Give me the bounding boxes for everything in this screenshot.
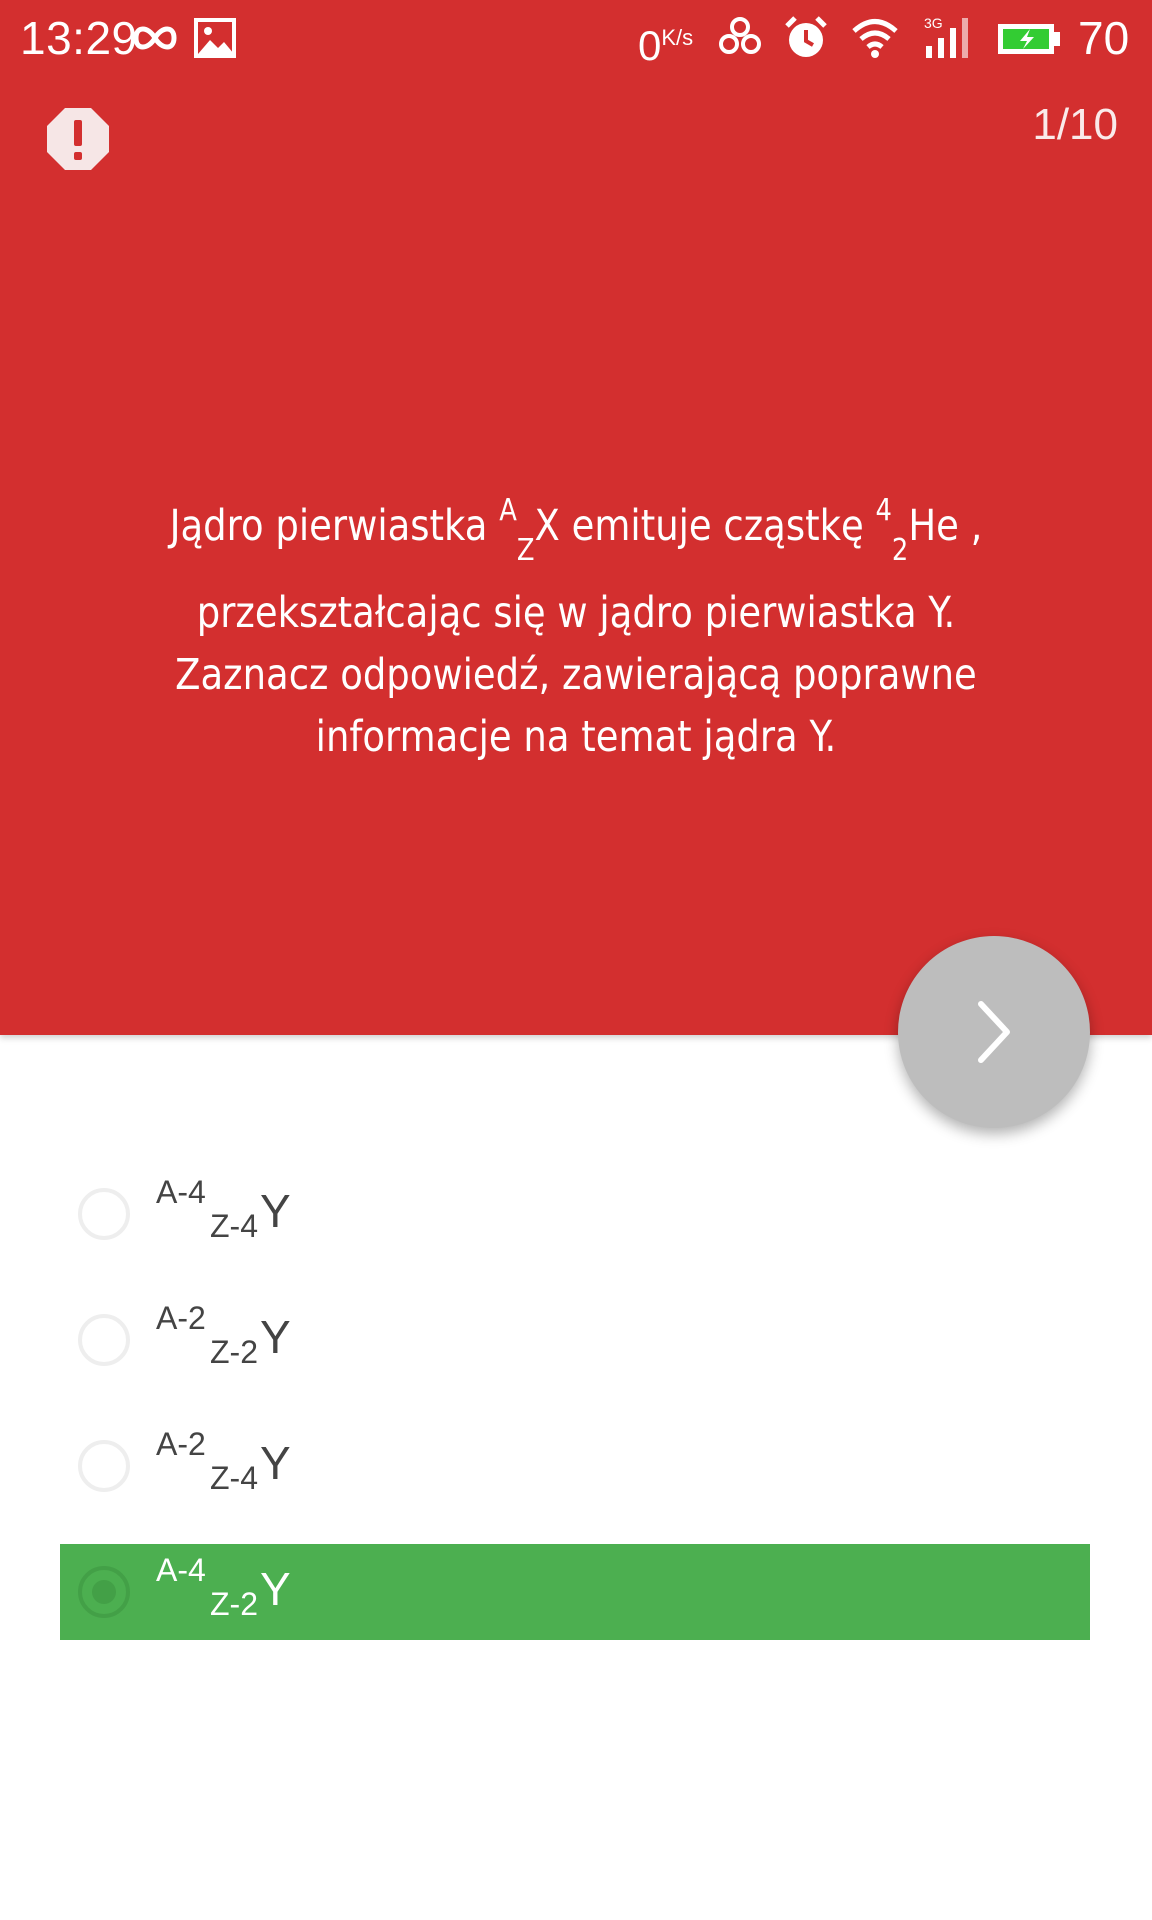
clover-icon xyxy=(716,14,764,62)
answer-option-4[interactable]: A-4 Z-2 Y xyxy=(60,1544,1090,1640)
question-progress: 1/10 xyxy=(1032,100,1118,149)
network-speed: $0^{K/s}$ xyxy=(638,22,694,69)
radio-button[interactable] xyxy=(78,1440,130,1492)
question-text xyxy=(132,480,1020,768)
question-line-4: informacje na temat jądra Y. xyxy=(315,712,837,762)
question-line-3: Zaznacz odpowiedź, zawierającą poprawne xyxy=(175,650,977,700)
status-time: 13:29 xyxy=(20,12,138,64)
radio-dot xyxy=(92,1580,116,1604)
infinity-icon xyxy=(130,14,180,62)
signal-3g-icon xyxy=(922,14,976,62)
question-line-1: Jądro pierwiastka $^A_Z$X emituje cząstkę $^4_2$He , xyxy=(169,493,983,568)
radio-button[interactable] xyxy=(78,1314,130,1366)
image-icon xyxy=(194,14,236,62)
status-bar xyxy=(0,0,1152,76)
svg-text:3G: 3G xyxy=(924,15,943,31)
chevron-right-icon xyxy=(969,992,1019,1072)
radio-button[interactable] xyxy=(78,1188,130,1240)
battery-level: 70 xyxy=(1078,12,1130,64)
report-icon[interactable] xyxy=(46,107,110,171)
answer-option-3[interactable]: A-2 Z-4 Y xyxy=(60,1418,1090,1514)
wifi-icon xyxy=(850,14,900,62)
radio-button-selected[interactable] xyxy=(78,1566,130,1618)
question-line-2: przekształcając się w jądro pierwiastka Y. xyxy=(196,588,956,638)
battery-charging-icon xyxy=(996,14,1062,62)
alarm-icon xyxy=(782,14,830,62)
next-button[interactable] xyxy=(898,936,1090,1128)
answer-option-2[interactable]: A-2 Z-2 Y xyxy=(60,1292,1090,1388)
answer-option-1[interactable]: A-4 Z-4 Y xyxy=(60,1166,1090,1262)
